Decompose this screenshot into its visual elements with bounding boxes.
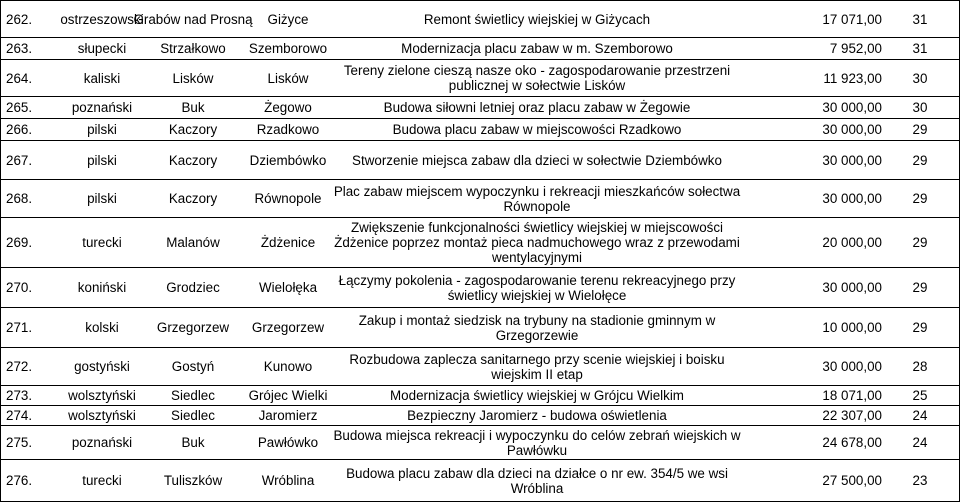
cell-points: 30: [912, 70, 928, 86]
cell-project-title: Budowa placu zabaw dla dzieci na działce o nr ew. 354/5 we wsi Wróblina: [346, 465, 728, 496]
cell-amount: 27 500,00: [822, 473, 882, 488]
table-row: [0, 460, 960, 501]
cell-project-title: Budowa placu zabaw w miejscowości Rzadkowo: [392, 122, 682, 137]
cell-amount: 22 307,00: [822, 408, 882, 423]
table-row: [0, 141, 960, 179]
cell-number: 262.: [6, 11, 33, 27]
cell-points: 29: [912, 122, 928, 137]
table-row: [0, 308, 960, 347]
table-row: [0, 180, 960, 217]
table-row: [0, 119, 960, 140]
cell-number: 276.: [6, 473, 33, 488]
cell-commune: Siedlec: [171, 388, 215, 403]
cell-county: turecki: [82, 473, 122, 488]
cell-commune: Kaczory: [168, 191, 218, 206]
cell-project-title: Remont świetlicy wiejskiej w Giżycach: [423, 11, 651, 27]
cell-amount: 30 000,00: [822, 122, 882, 137]
cell-project-title: Modernizacja świetlicy wiejskiej w Grójcu Wielkim: [390, 388, 684, 403]
table-row: [0, 60, 960, 96]
cell-amount: 30 000,00: [822, 152, 882, 168]
cell-project-title: Zakup i montaż siedzisk na trybuny na stadionie gminnym w Grzegorzewie: [358, 312, 716, 343]
table-row: [0, 386, 960, 405]
cell-project-title: Modernizacja placu zabaw w m. Szemborowo: [401, 41, 673, 56]
cell-points: 31: [912, 41, 928, 56]
cell-village: Szemborowo: [248, 41, 328, 56]
cell-commune: Kaczory: [168, 152, 218, 168]
cell-project-title: Stworzenie miejsca zabaw dla dzieci w sołectwie Dziembówko: [352, 152, 722, 168]
cell-amount: 18 071,00: [822, 388, 882, 403]
cell-amount: 30 000,00: [822, 191, 882, 206]
cell-points: 30: [912, 100, 928, 115]
cell-village: Kunowo: [263, 359, 313, 374]
cell-commune: Tuliszków: [163, 473, 223, 488]
cell-county: gostyński: [74, 359, 130, 374]
cell-commune: Strzałkowo: [160, 41, 226, 56]
cell-project-title: Bezpieczny Jaromierz - budowa oświetlenia: [407, 408, 667, 423]
cell-points: 29: [912, 280, 928, 295]
cell-number: 275.: [6, 435, 33, 450]
cell-project-title: Budowa miejsca rekreacji i wypoczynku do celów zebrań wiejskich w Pawłówku: [333, 427, 741, 458]
cell-commune: Buk: [181, 435, 205, 450]
cell-county: wolsztyński: [68, 408, 136, 423]
cell-village: Giżyce: [267, 11, 309, 27]
cell-amount: 17 071,00: [822, 11, 882, 27]
cell-points: 29: [912, 235, 928, 250]
cell-village: Wróblina: [261, 473, 315, 488]
cell-points: 29: [912, 191, 928, 206]
cell-county: wolsztyński: [68, 388, 136, 403]
cell-project-title: Budowa siłowni letniej oraz placu zabaw w Żegowie: [383, 100, 691, 115]
cell-amount: 10 000,00: [822, 320, 882, 335]
cell-commune: Siedlec: [171, 408, 215, 423]
cell-number: 273.: [6, 388, 33, 403]
cell-number: 263.: [6, 41, 33, 56]
cell-number: 272.: [6, 359, 33, 374]
cell-county: kaliski: [83, 70, 121, 86]
cell-county: poznański: [71, 435, 133, 450]
cell-number: 271.: [6, 320, 33, 335]
cell-amount: 24 678,00: [822, 435, 882, 450]
cell-project-title: Zwiększenie funkcjonalności świetlicy wiejskiej w miejscowości Żdżenice poprzez montaż pieca nadmuchowego wraz z przewodami wentylacyjnymi: [334, 220, 740, 265]
cell-project-title: Tereny zielone cieszą nasze oko - zagospodarowanie przestrzeni publicznej w sołectwie Lisków: [343, 63, 731, 93]
table-row: [0, 38, 960, 59]
cell-county: kolski: [85, 320, 119, 335]
cell-county: poznański: [71, 100, 133, 115]
cell-project-title: Łączymy pokolenia - zagospodarowanie terenu rekreacyjnego przy świetlicy wiejskiej w Wielołęce: [338, 272, 736, 303]
cell-number: 268.: [6, 191, 33, 206]
cell-village: Grzegorzew: [251, 320, 325, 335]
table-row: [0, 406, 960, 425]
cell-number: 270.: [6, 280, 33, 295]
table-row: [0, 268, 960, 307]
cell-points: 29: [912, 152, 928, 168]
cell-village: Pawłówko: [257, 435, 319, 450]
cell-commune: Grodziec: [166, 280, 220, 295]
cell-amount: 20 000,00: [822, 235, 882, 250]
cell-village: Równopole: [254, 191, 322, 206]
cell-county: turecki: [82, 235, 122, 250]
cell-county: koniński: [77, 280, 127, 295]
cell-points: 23: [912, 473, 928, 488]
cell-county: słupecki: [77, 41, 127, 56]
cell-points: 28: [912, 359, 928, 374]
cell-amount: 30 000,00: [822, 280, 882, 295]
cell-county: pilski: [87, 191, 117, 206]
cell-commune: Grzegorzew: [156, 320, 230, 335]
cell-commune: Gostyń: [171, 359, 215, 374]
cell-number: 265.: [6, 100, 33, 115]
cell-village: Rzadkowo: [256, 122, 320, 137]
cell-commune: Grabów nad Prosną: [133, 11, 253, 27]
cell-points: 24: [912, 435, 928, 450]
cell-number: 274.: [6, 408, 33, 423]
cell-amount: 11 923,00: [823, 70, 882, 86]
cell-project-title: Rozbudowa zaplecza sanitarnego przy scenie wiejskiej i boisku wiejskim II etap: [349, 351, 725, 382]
cell-village: Wielołęka: [258, 280, 318, 295]
cell-county: ostrzeszowski: [60, 11, 144, 27]
cell-village: Jaromierz: [258, 408, 318, 423]
table-row: [0, 348, 960, 385]
cell-number: 267.: [6, 152, 33, 168]
cell-village: Grójec Wielki: [248, 388, 328, 403]
cell-number: 264.: [6, 70, 33, 86]
cell-village: Dziembówko: [249, 152, 327, 168]
cell-amount: 7 952,00: [829, 41, 882, 56]
cell-county: pilski: [87, 122, 117, 137]
cell-village: Żdżenice: [260, 235, 316, 250]
table-row: [0, 1, 960, 37]
cell-commune: Buk: [181, 100, 205, 115]
cell-points: 24: [912, 408, 928, 423]
cell-commune: Lisków: [172, 70, 214, 86]
cell-county: pilski: [87, 152, 117, 168]
table-row: [0, 426, 960, 459]
cell-number: 269.: [6, 235, 33, 250]
cell-number: 266.: [6, 122, 33, 137]
cell-points: 29: [912, 320, 928, 335]
cell-amount: 30 000,00: [822, 100, 882, 115]
cell-project-title: Plac zabaw miejscem wypoczynku i rekreacji mieszkańców sołectwa Równopole: [333, 183, 741, 214]
cell-village: Lisków: [267, 70, 309, 86]
cell-commune: Kaczory: [168, 122, 218, 137]
table-row: [0, 218, 960, 267]
cell-points: 31: [912, 11, 928, 27]
cell-points: 25: [912, 388, 928, 403]
cell-amount: 30 000,00: [822, 359, 882, 374]
cell-village: Żegowo: [264, 100, 312, 115]
table-row: [0, 97, 960, 118]
cell-commune: Malanów: [166, 235, 220, 250]
